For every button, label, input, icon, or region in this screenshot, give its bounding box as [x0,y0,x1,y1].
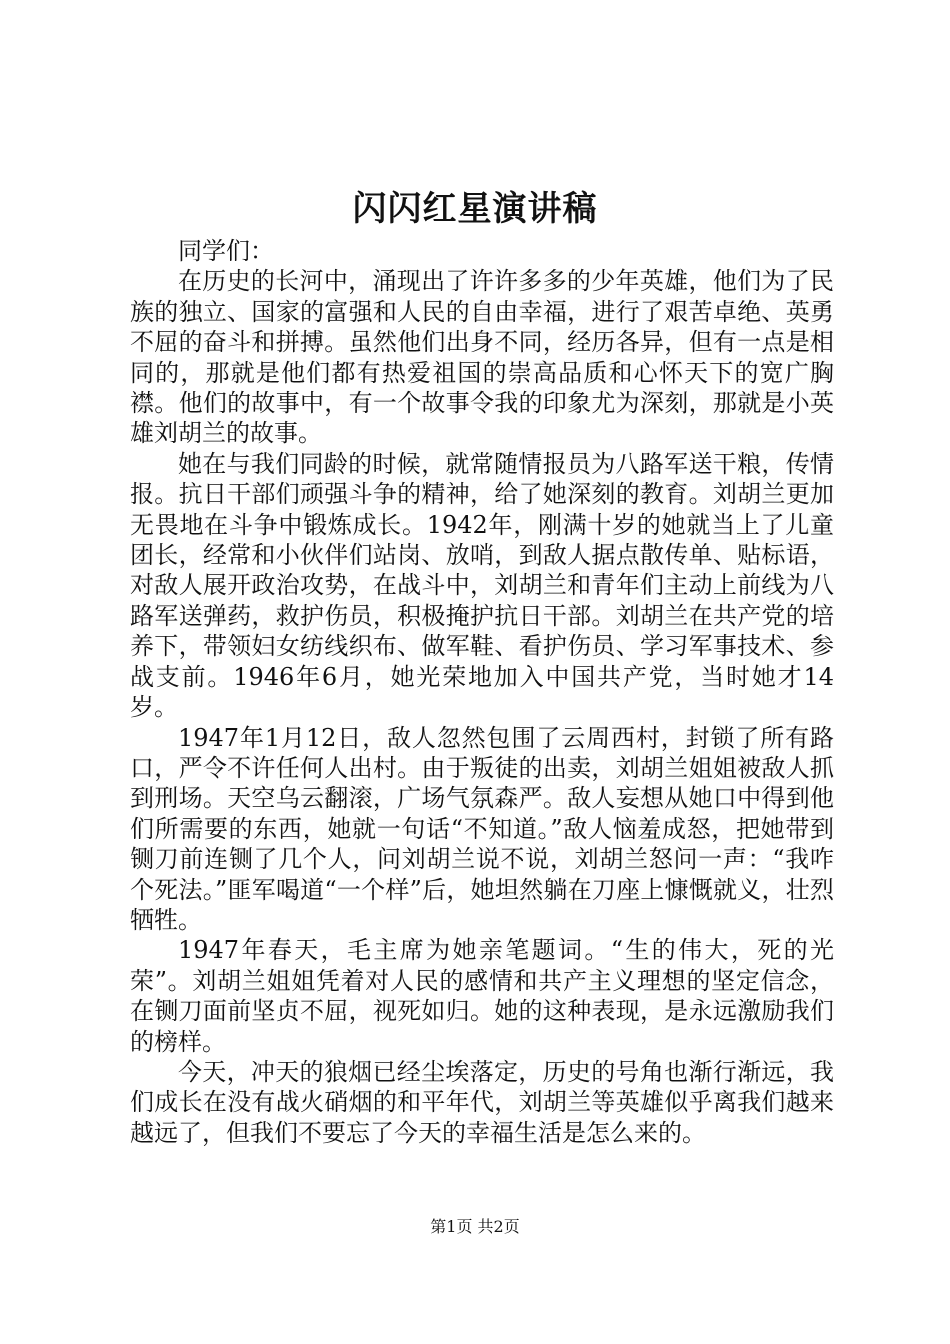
paragraph-5: 今天，冲天的狼烟已经尘埃落定，历史的号角也渐行渐远，我们成长在没有战火硝烟的和平年代，刘胡兰等英雄似乎离我们越来越远了，但我们不要忘了今天的幸福生活是怎么来的。 [130,1057,834,1147]
page-footer: 第1页 共2页 [430,1217,520,1236]
document-body [130,236,834,1148]
document-title: 闪闪红星演讲稿 [352,189,598,229]
paragraph-1: 在历史的长河中，涌现出了许许多多的少年英雄，他们为了民族的独立、国家的富强和人民的自由幸福，进行了艰苦卓绝、英勇不屈的奋斗和拼搏。虽然他们出身不同，经历各异，但有一点是相同的，那就是他们都有热爱祖国的崇高品质和心怀天下的宽广胸襟。他们的故事中，有一个故事令我的印象尤为深刻，那就是小英雄刘胡兰的故事。 [130,267,834,448]
paragraph-4: 1947年春天，毛主席为她亲笔题词。“生的伟大，死的光荣”。刘胡兰姐姐凭着对人民的感情和共产主义理想的坚定信念，在铡刀面前坚贞不屈，视死如归。她的这种表现，是永远激励我们的榜样。 [130,936,834,1056]
salutation: 同学们： [178,237,274,265]
paragraph-2: 她在与我们同龄的时候，就常随情报员为八路军送干粮，传情报。抗日干部们顽强斗争的精神，给了她深刻的教育。刘胡兰更加无畏地在斗争中锻炼成长。1942年，刚满十岁的她就当上了儿童团长，经常和小伙伴们站岗、放哨，到敌人据点散传单、贴标语，对敌人展开政治攻势，在战斗中，刘胡兰和青年们主动上前线为八路军送弹药，救护伤员，积极掩护抗日干部。刘胡兰在共产党的培养下，带领妇女纺线织布、做军鞋、看护伤员、学习军事技术、参战支前。1946年6月，她光荣地加入中国共产党，当时她才14岁。 [130,449,834,722]
paragraph-3: 1947年1月12日，敌人忽然包围了云周西村，封锁了所有路口，严令不许任何人出村。由于叛徒的出卖，刘胡兰姐姐被敌人抓到刑场。天空乌云翻滚，广场气氛森严。敌人妄想从她口中得到他们所需要的东西，她就一句话“不知道。”敌人恼羞成怒，把她带到铡刀前连铡了几个人，问刘胡兰说不说，刘胡兰怒问一声：“我咋个死法。”匪军喝道“一个样”后，她坦然躺在刀座上慷慨就义，壮烈牺牲。 [130,723,834,934]
